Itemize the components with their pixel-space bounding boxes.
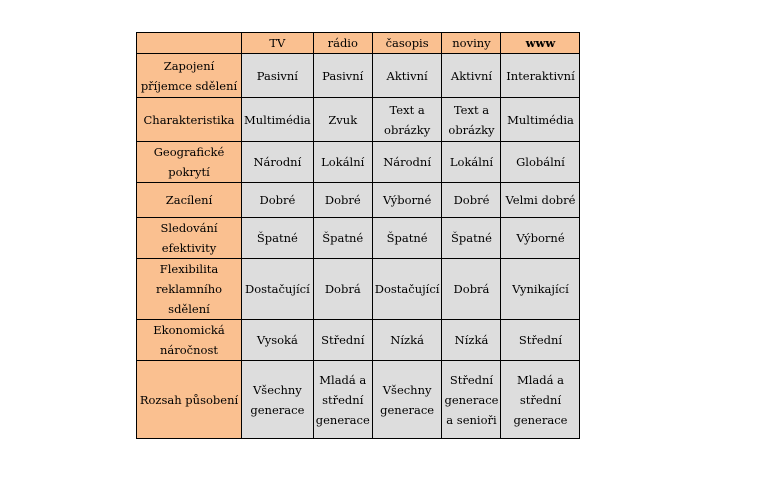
- table-cell: Špatné: [372, 218, 442, 259]
- table-cell: Multimédia: [501, 98, 580, 142]
- table-cell: Národní: [242, 142, 314, 183]
- table-cell: Lokální: [313, 142, 372, 183]
- table-cell: Špatné: [313, 218, 372, 259]
- table-cell: Dobré: [442, 183, 501, 218]
- table-cell: Text a obrázky: [442, 98, 501, 142]
- table-row: [137, 361, 580, 439]
- row-header: Zacílení: [137, 183, 242, 218]
- row-header: Charakteristika: [137, 98, 242, 142]
- table-row: [137, 259, 580, 320]
- table-cell: Dobrá: [313, 259, 372, 320]
- row-header: Sledování efektivity: [137, 218, 242, 259]
- table-cell: Dostačující: [242, 259, 314, 320]
- table-row: [137, 98, 580, 142]
- table-cell: Aktivní: [442, 54, 501, 98]
- table-cell: Všechny generace: [242, 361, 314, 439]
- table-cell: Všechny generace: [372, 361, 442, 439]
- table-header-row: [137, 33, 580, 54]
- table-cell: Dobré: [313, 183, 372, 218]
- table-cell: Nízká: [442, 320, 501, 361]
- column-header-www: www: [501, 33, 580, 54]
- table-row: [137, 142, 580, 183]
- table-cell: Globální: [501, 142, 580, 183]
- table-cell: Nízká: [372, 320, 442, 361]
- table-cell: Vynikající: [501, 259, 580, 320]
- table-cell: Výborné: [372, 183, 442, 218]
- table-cell: Lokální: [442, 142, 501, 183]
- table-corner-cell: [137, 33, 242, 54]
- table-row: [137, 320, 580, 361]
- table-cell: Pasivní: [313, 54, 372, 98]
- row-header: Rozsah působení: [137, 361, 242, 439]
- table-cell: Mladá a střední generace: [501, 361, 580, 439]
- table-cell: Střední: [501, 320, 580, 361]
- table-cell: Text a obrázky: [372, 98, 442, 142]
- table-cell: Střední generace a senioři: [442, 361, 501, 439]
- table-row: [137, 183, 580, 218]
- table-cell: Pasivní: [242, 54, 314, 98]
- table-cell: Národní: [372, 142, 442, 183]
- media-comparison-table: [136, 32, 580, 439]
- row-header: Geografické pokrytí: [137, 142, 242, 183]
- table-cell: Mladá a střední generace: [313, 361, 372, 439]
- table-row: [137, 54, 580, 98]
- row-header: Ekonomická náročnost: [137, 320, 242, 361]
- table-cell: Špatné: [242, 218, 314, 259]
- table-cell: Dobrá: [442, 259, 501, 320]
- table-cell: Dostačující: [372, 259, 442, 320]
- table-cell: Zvuk: [313, 98, 372, 142]
- table-row: [137, 218, 580, 259]
- table-cell: Výborné: [501, 218, 580, 259]
- table-cell: Multimédia: [242, 98, 314, 142]
- column-header-noviny: noviny: [442, 33, 501, 54]
- row-header: Zapojení příjemce sdělení: [137, 54, 242, 98]
- column-header-radio: rádio: [313, 33, 372, 54]
- table-cell: Špatné: [442, 218, 501, 259]
- column-header-tv: TV: [242, 33, 314, 54]
- column-header-casopis: časopis: [372, 33, 442, 54]
- table-cell: Dobré: [242, 183, 314, 218]
- table-cell: Střední: [313, 320, 372, 361]
- table-cell: Aktivní: [372, 54, 442, 98]
- table-cell: Velmi dobré: [501, 183, 580, 218]
- row-header: Flexibilita reklamního sdělení: [137, 259, 242, 320]
- table-cell: Interaktivní: [501, 54, 580, 98]
- table-cell: Vysoká: [242, 320, 314, 361]
